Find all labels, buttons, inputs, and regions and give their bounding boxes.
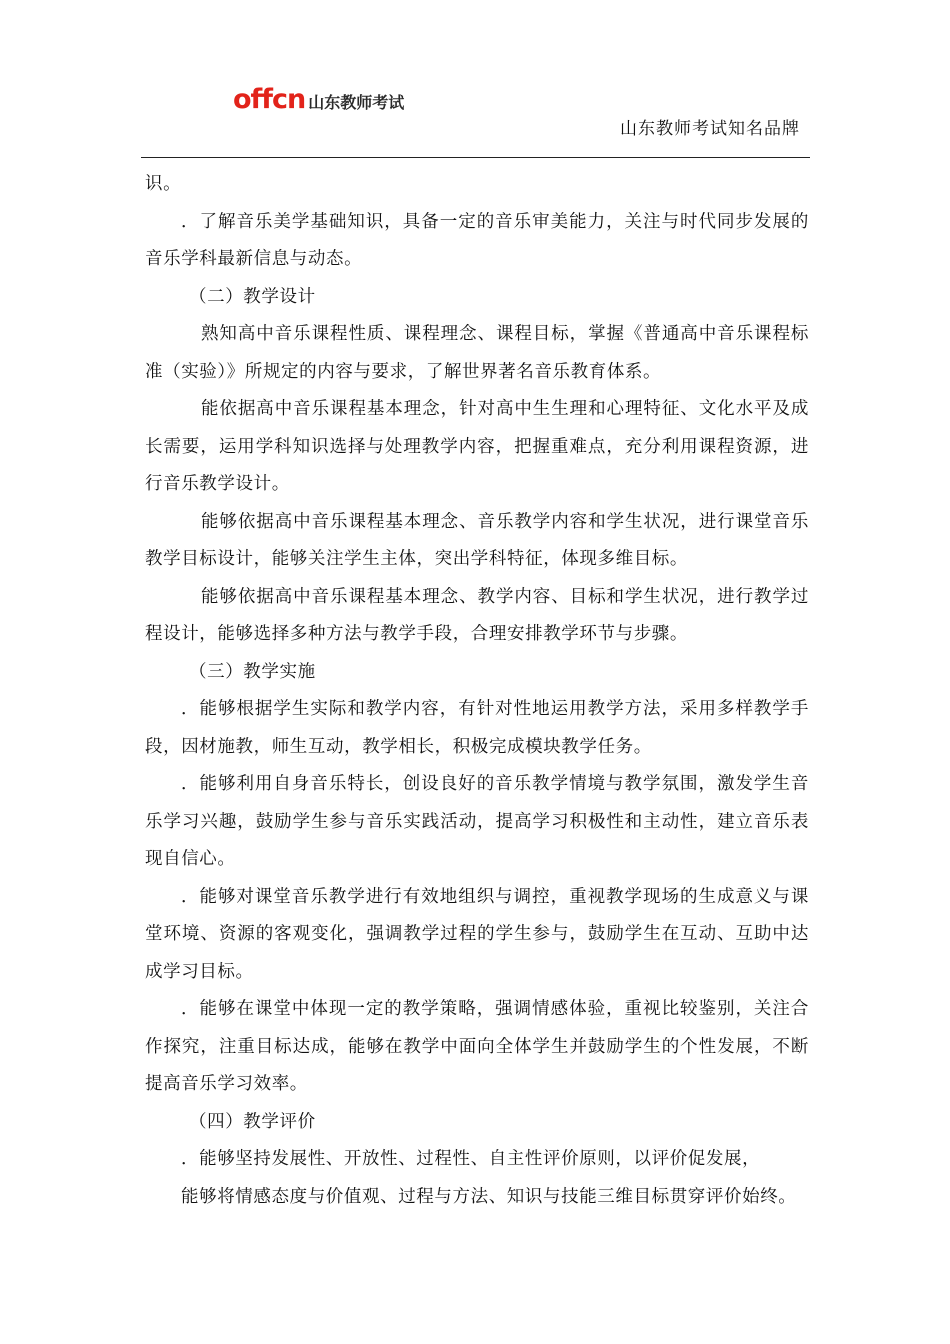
paragraph-music-aesthetics: ．了解音乐美学基础知识，具备一定的音乐审美能力，关注与时代同步发展的音乐学科最新信息与动态。 bbox=[145, 211, 809, 269]
section-heading-teaching-design: （二）教学设计 bbox=[189, 286, 316, 307]
paragraph-design-basis: 能依据高中音乐课程基本理念，针对高中生生理和心理特征、文化水平及成长需要，运用学科知识选择与处理教学内容，把握重难点，充分利用课程资源，进行音乐教学设计。 bbox=[145, 399, 809, 494]
logo-mark: offcn bbox=[233, 84, 306, 115]
page-header bbox=[0, 0, 950, 160]
section-heading-teaching-evaluation: （四）教学评价 bbox=[189, 1111, 316, 1132]
paragraph-classroom-control: ．能够对课堂音乐教学进行有效地组织与调控，重视教学现场的生成意义与课堂环境、资源的客观变化，强调教学过程的学生参与，鼓励学生在互动、互助中达成学习目标。 bbox=[145, 886, 809, 982]
paragraph-evaluation-goals: 能够将情感态度与价值观、过程与方法、知识与技能三维目标贯穿评价始终。 bbox=[181, 1186, 797, 1207]
header-divider bbox=[141, 157, 810, 158]
paragraph-teaching-strategy: ．能够在课堂中体现一定的教学策略，强调情感体验，重视比较鉴别，关注合作探究，注重目标达成，能够在教学中面向全体学生并鼓励学生的个性发展，不断提高音乐学习效率。 bbox=[145, 999, 809, 1094]
paragraph-goal-design: 能够依据高中音乐课程基本理念、音乐教学内容和学生状况，进行课堂音乐教学目标设计，能够关注学生主体，突出学科特征，体现多维目标。 bbox=[145, 511, 809, 569]
document-body bbox=[145, 166, 809, 1216]
paragraph-teaching-methods: ．能够根据学生实际和教学内容，有针对性地运用教学方法，采用多样教学手段，因材施教，师生互动，教学相长，积极完成模块教学任务。 bbox=[145, 699, 809, 757]
brand-tagline: 山东教师考试知名品牌 bbox=[620, 119, 800, 139]
paragraph-evaluation-principles: ．能够坚持发展性、开放性、过程性、自主性评价原则，以评价促发展， bbox=[181, 1149, 761, 1169]
paragraph-learning-interest: ．能够利用自身音乐特长，创设良好的音乐教学情境与教学氛围，激发学生音乐学习兴趣，鼓励学生参与音乐实践活动，提高学习积极性和主动性，建立音乐表现自信心。 bbox=[145, 774, 809, 869]
paragraph-process-design: 能够依据高中音乐课程基本理念、教学内容、目标和学生状况，进行教学过程设计，能够选择多种方法与教学手段，合理安排教学环节与步骤。 bbox=[145, 586, 809, 644]
paragraph-curriculum-knowledge: 熟知高中音乐课程性质、课程理念、课程目标，掌握《普通高中音乐课程标准（实验）》所规定的内容与要求，了解世界著名音乐教育体系。 bbox=[145, 324, 809, 382]
paragraph-continuation: 识。 bbox=[145, 174, 182, 194]
section-heading-teaching-implementation: （三）教学实施 bbox=[189, 661, 316, 682]
logo-text: 山东教师考试 bbox=[308, 93, 405, 112]
offcn-logo bbox=[233, 84, 404, 114]
